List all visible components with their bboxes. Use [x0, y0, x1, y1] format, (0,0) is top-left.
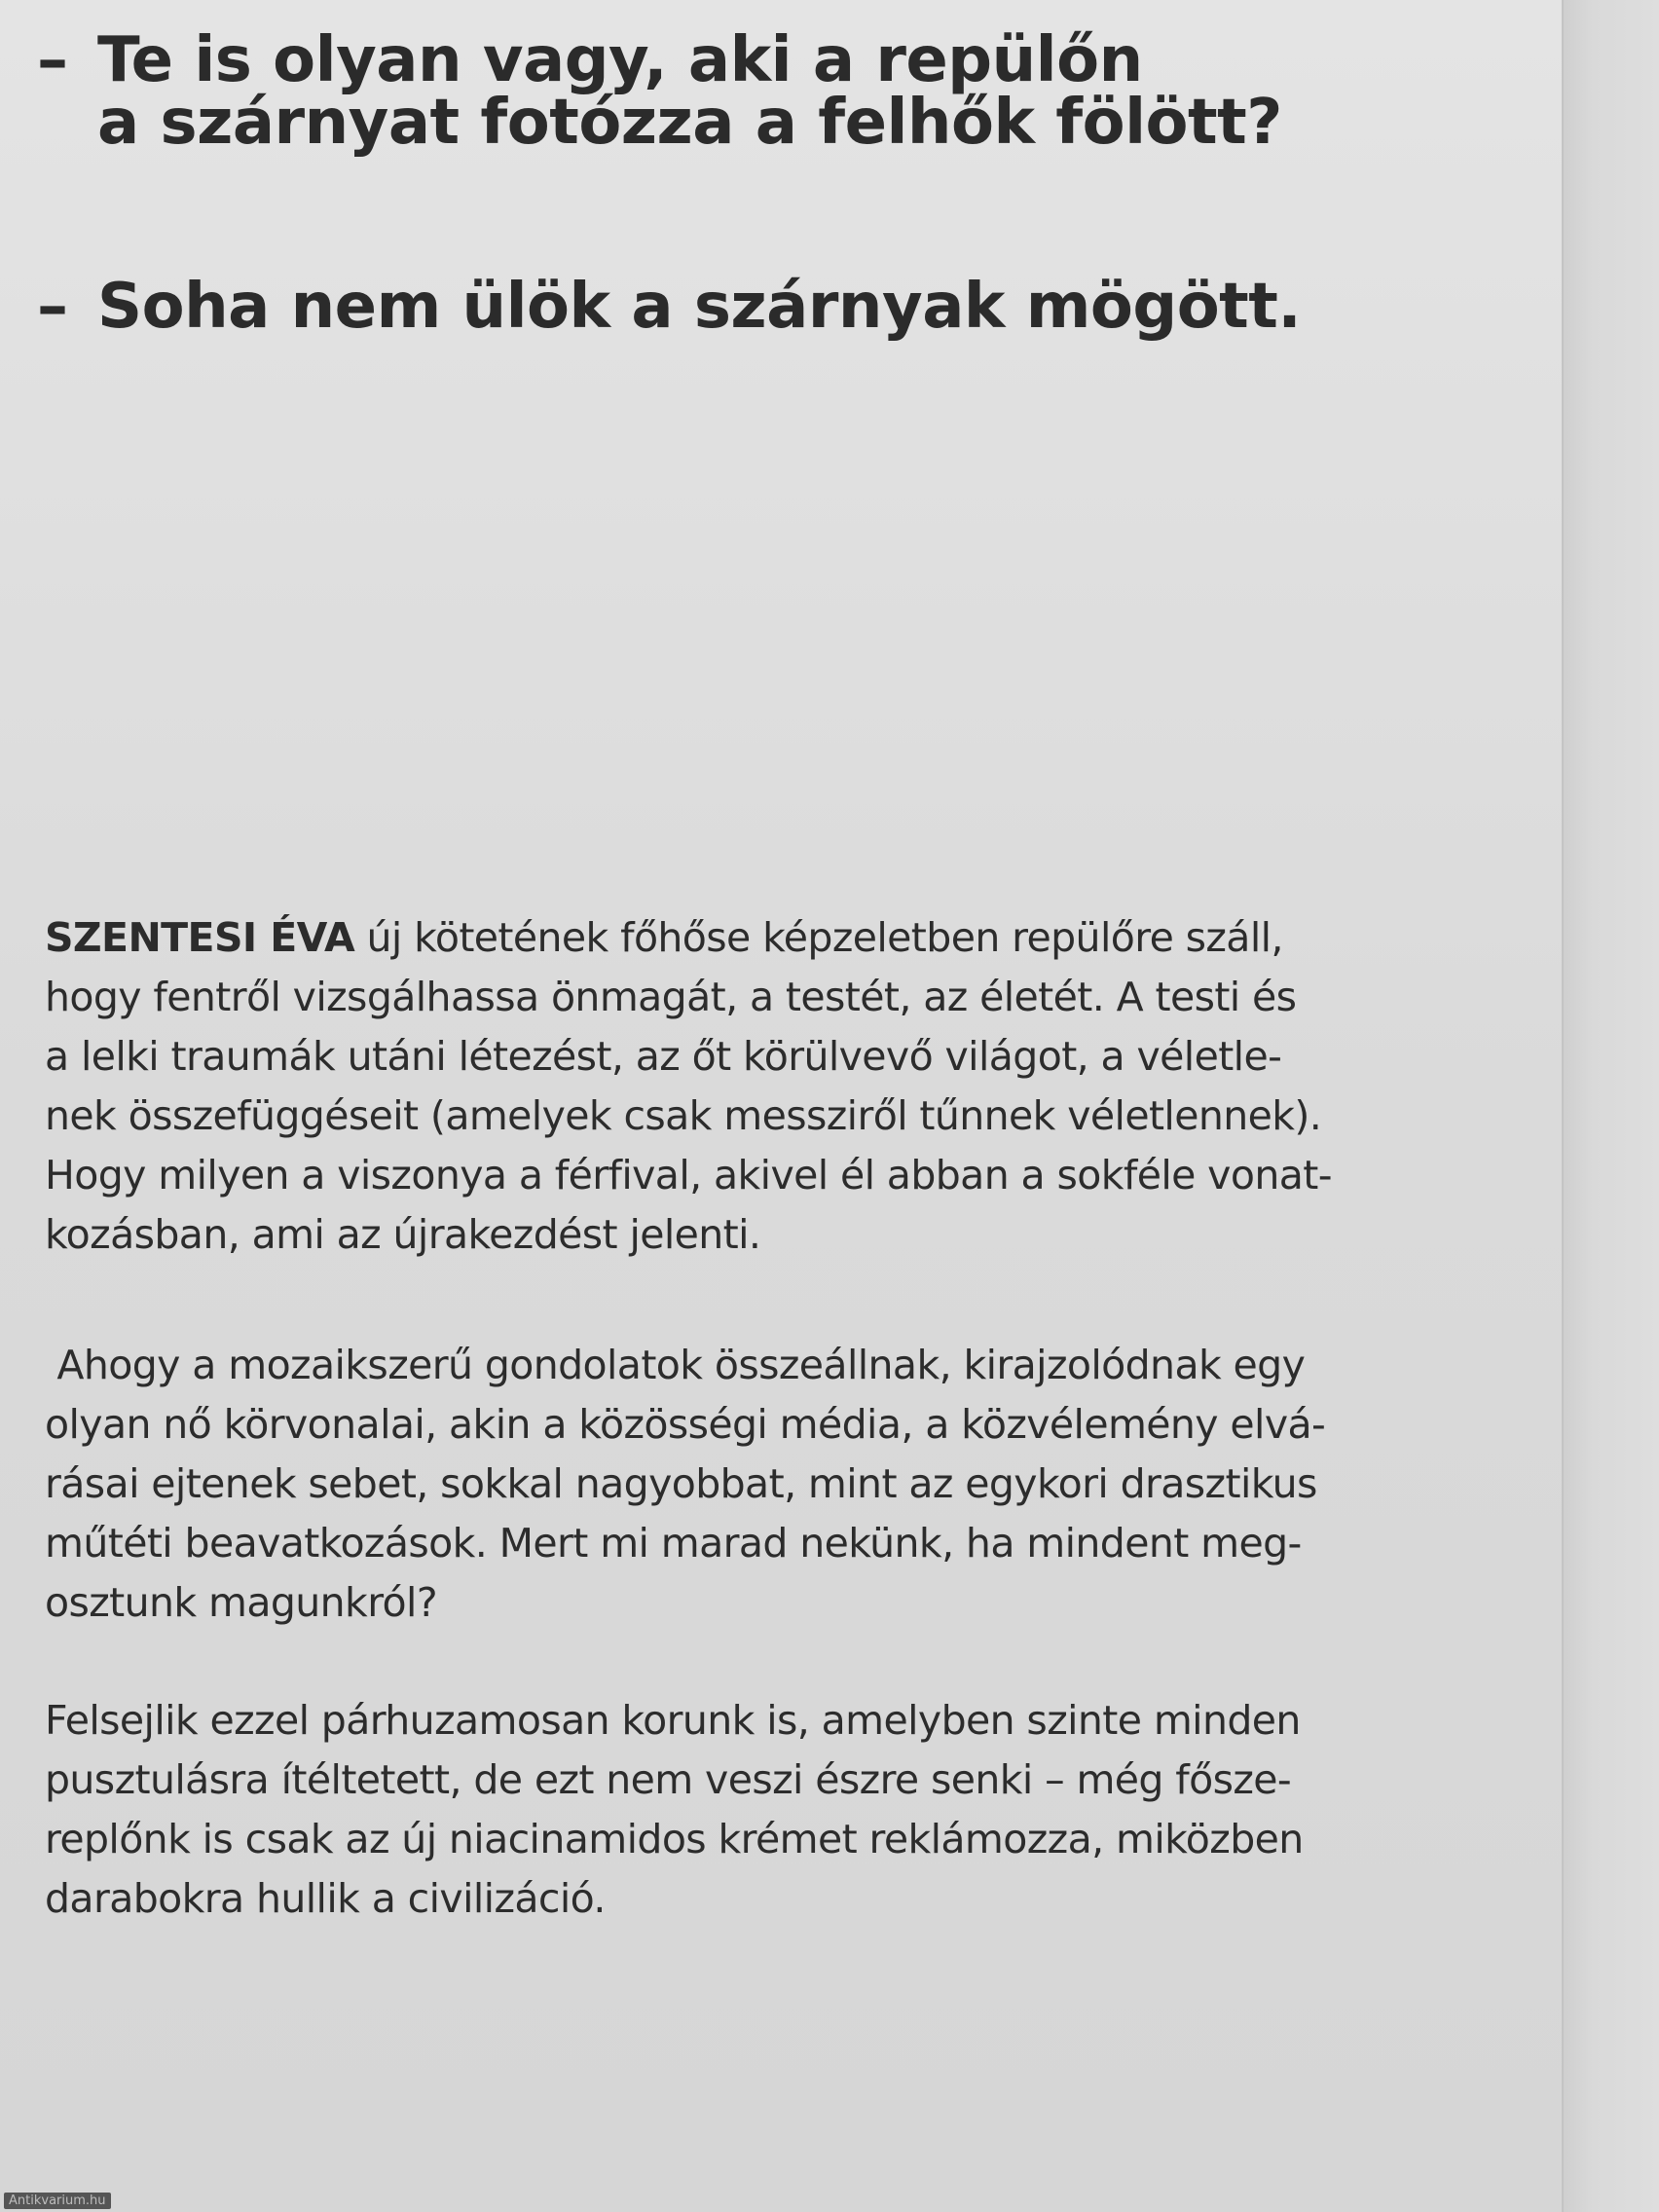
blurb-paragraph-1-lead: új kötetének főhőse képzeletben repülőre száll,: [354, 914, 1283, 961]
headline-question: [37, 24, 1282, 159]
blurb-paragraph-3: Felsejlik ezzel párhuzamosan korunk is, amelyben szinte minden pusztulásra ítéltetett, de ezt nem veszi észre senki – még főszе- replőnk is csak az új niacinamidos krémet reklámozza, miközben darabokra hullik a civilizáció.: [45, 1697, 1304, 1922]
blurb-paragraph-2: Ahogy a mozaikszerű gondolatok összeállnak, kirajzolódnak egy olyan nő körvonalai, akin a közösségi média, a közvélemény elvá- rásai ejtenek sebet, sokkal nagyobbat, mint az egykori drasztikus műtéti beavatkozások. Mert mi marad nekünk, ha mindent meg- osztunk magunkról?: [45, 1342, 1326, 1626]
headline-dash: –: [37, 24, 68, 96]
author-name: SZENTESI ÉVA: [45, 914, 355, 961]
headline-answer: [37, 271, 1302, 343]
headline-question-line1: Te is olyan vagy, aki a repülőn: [97, 24, 1143, 96]
book-edge: [1562, 0, 1659, 2212]
headline-answer-text: Soha nem ülök a szárnyak mögött.: [97, 271, 1302, 343]
blurb-paragraph-1-body: hogy fentről vizsgálhassa önmagát, a testét, az életét. A testi és a lelki traumák utáni létezést, az őt körülvevő világot, a véletle- nek összefüggéseit (amelyek csak messziről tűnnek véletlennek). Hogy milyen a viszonya a férfival, akivel él abban a sokféle vonat- kozásban, ami az újrakezdést jelenti.: [45, 974, 1332, 1258]
watermark: Antikvarium.hu: [4, 2193, 111, 2209]
blurb-paragraph-1: [45, 908, 1427, 1265]
headline-dash: –: [37, 271, 68, 343]
headline-question-line2: a szárnyat fotózza a felhők fölött?: [97, 87, 1282, 159]
